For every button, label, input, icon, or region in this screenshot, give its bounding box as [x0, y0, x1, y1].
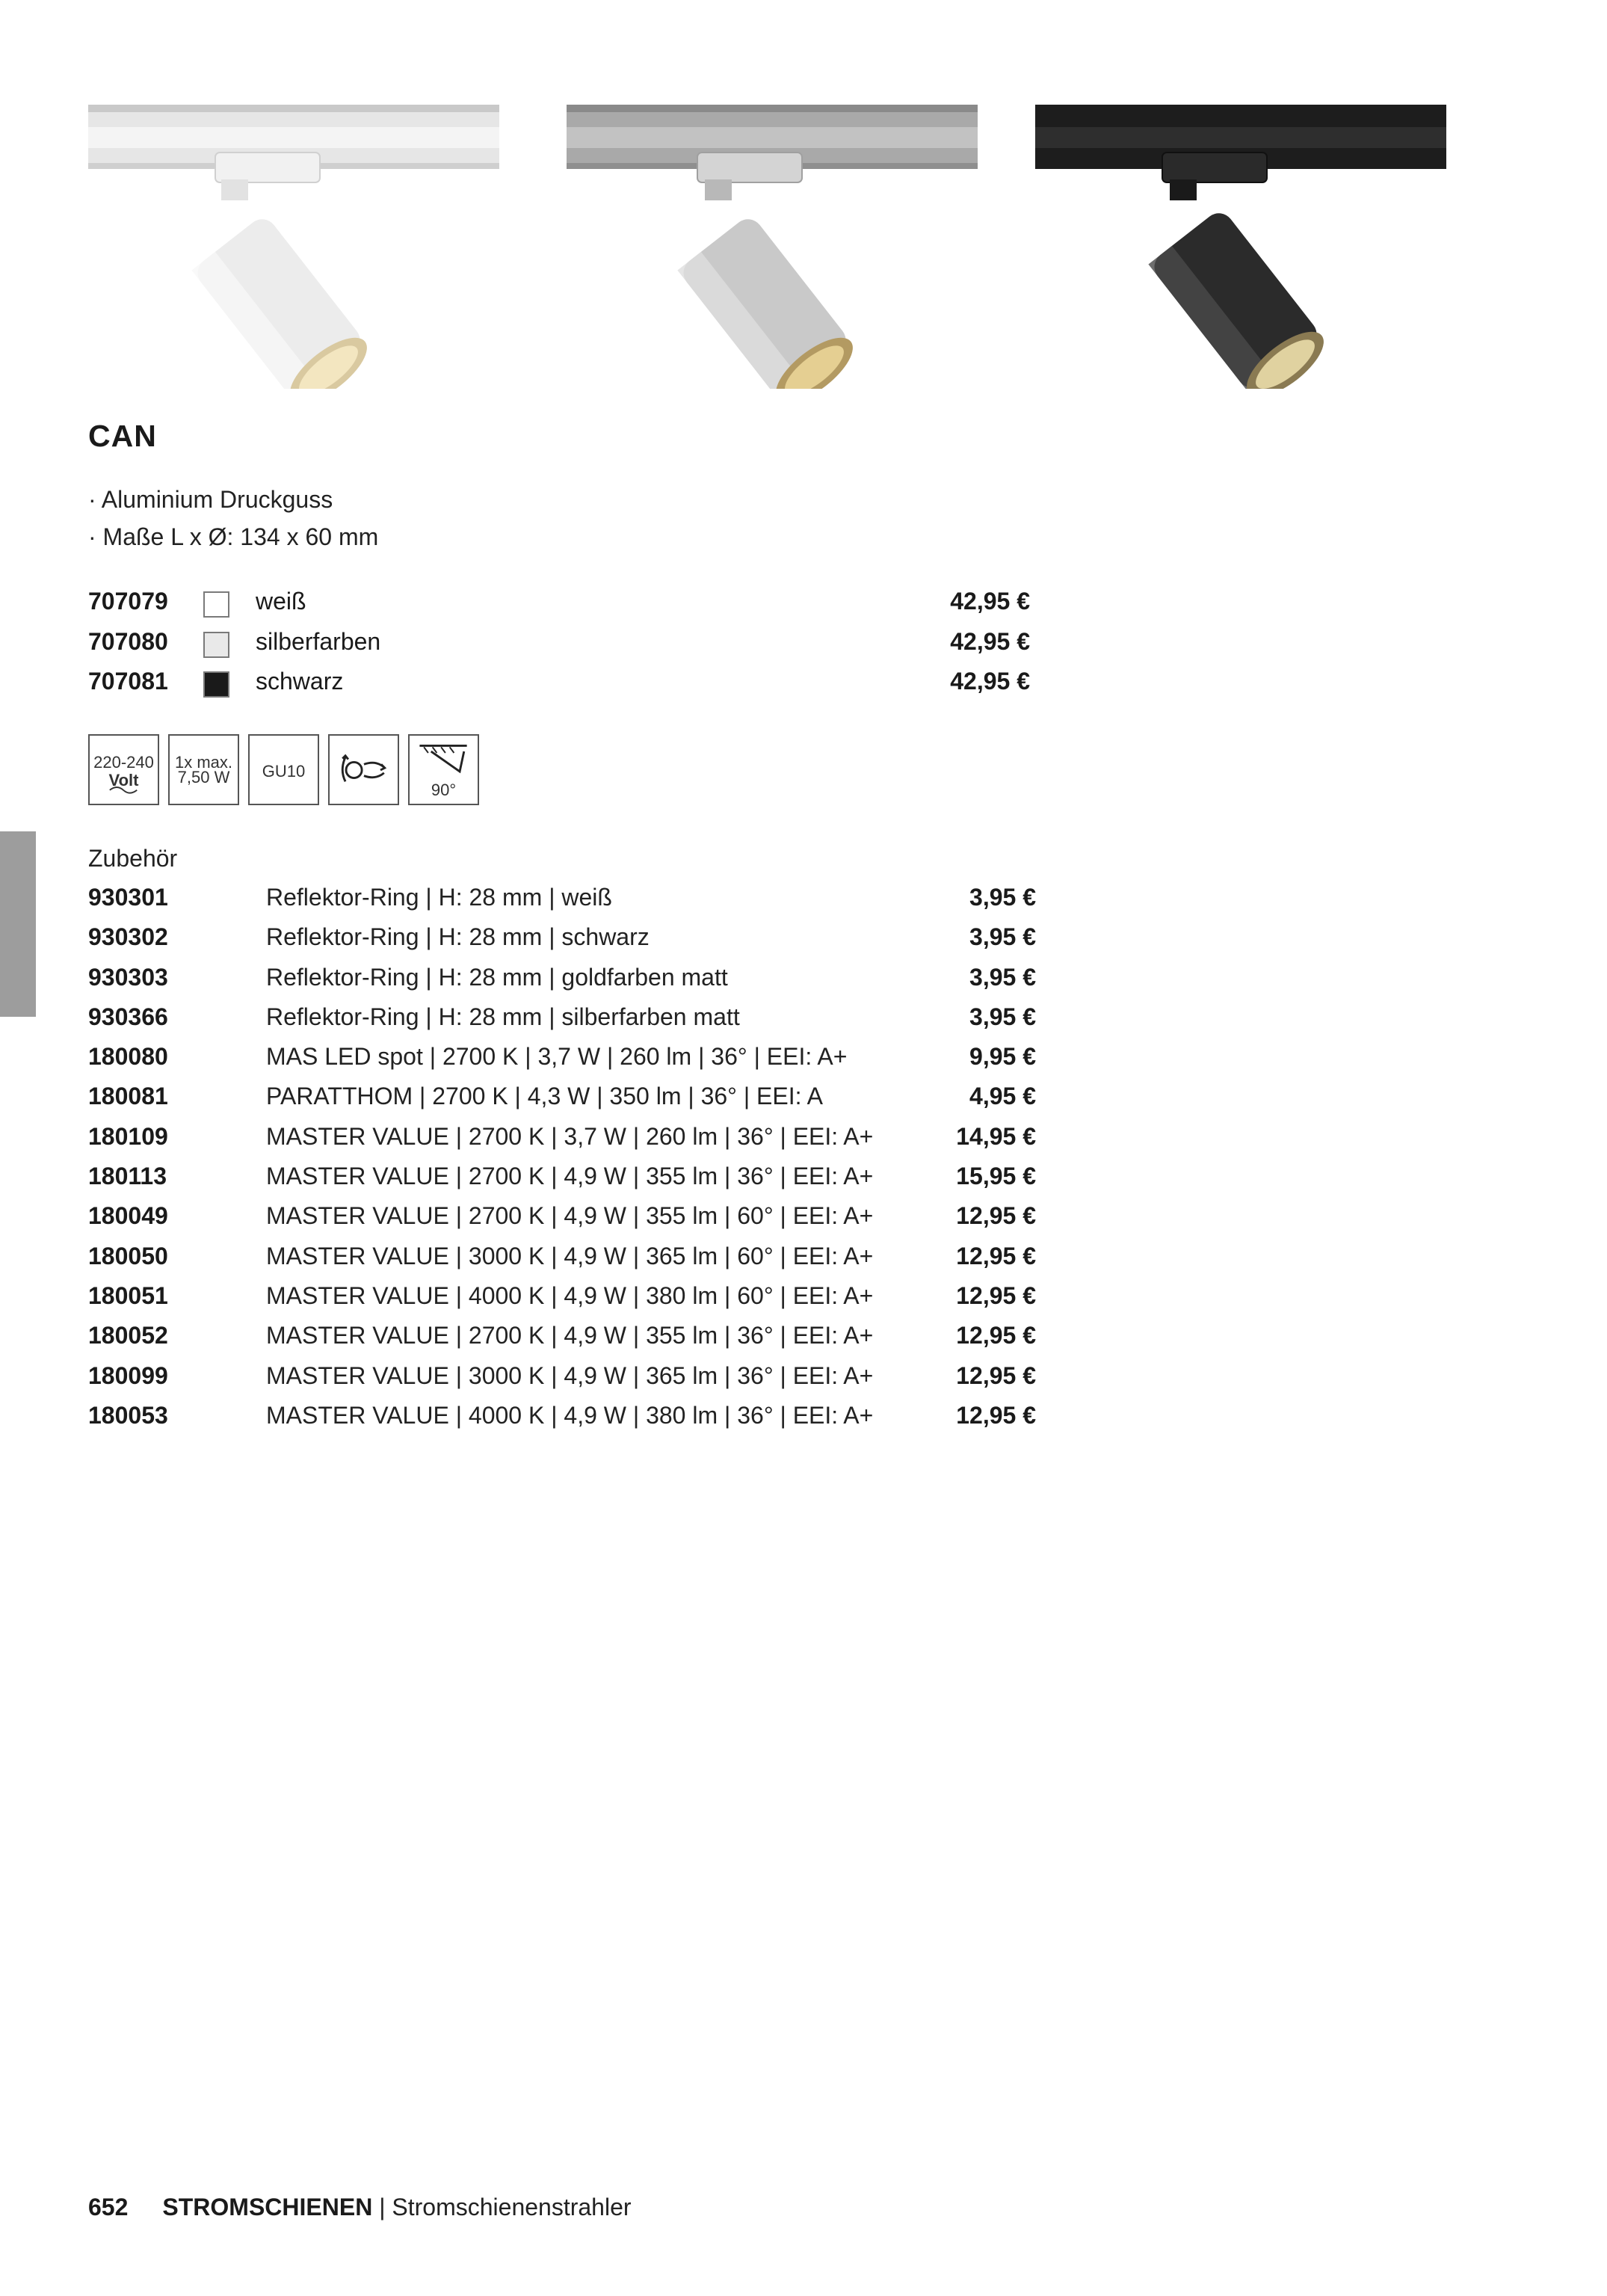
accessory-description: Reflektor-Ring | H: 28 mm | weiß [266, 884, 612, 911]
accessory-price: 12,95 € [956, 1202, 1036, 1230]
product-image-white [88, 105, 499, 389]
accessory-description: MASTER VALUE | 2700 K | 4,9 W | 355 lm | 36° | EEI: A+ [266, 1163, 874, 1190]
variant-row [88, 622, 1030, 662]
footer-separator: | [372, 2194, 392, 2220]
variant-article-number: 707079 [88, 588, 168, 615]
variant-color-name: silberfarben [256, 627, 381, 655]
accessory-article-number: 930366 [88, 1003, 168, 1030]
track-spotlight-silver-image [567, 105, 978, 389]
accessory-description: PARATTHOM | 2700 K | 4,3 W | 350 lm | 36° | EEI: A [266, 1083, 823, 1110]
voltage-wave-icon [90, 736, 158, 804]
accessory-description: Reflektor-Ring | H: 28 mm | silberfarben matt [266, 1003, 740, 1030]
voltage-unit: Volt [108, 771, 139, 790]
variant-article-number: 707081 [88, 668, 168, 695]
color-swatch [203, 591, 229, 618]
accessory-article-number: 180049 [88, 1202, 168, 1230]
accessory-row [88, 1077, 1036, 1116]
footer-section: STROMSCHIENEN [162, 2194, 373, 2220]
accessory-article-number: 180050 [88, 1242, 168, 1269]
accessory-row [88, 958, 1036, 997]
track-spotlight-white-image [88, 105, 499, 389]
voltage-range: 220-240 [93, 753, 154, 772]
product-image-silver [567, 105, 978, 389]
accessory-row [88, 1037, 1036, 1077]
feature-material: · Aluminium Druckguss [88, 486, 333, 513]
socket-type: GU10 [262, 762, 306, 781]
product-title: CAN [88, 419, 157, 453]
page-footer [88, 2194, 632, 2221]
accessory-price: 12,95 € [956, 1361, 1036, 1389]
accessory-description: MAS LED spot | 2700 K | 3,7 W | 260 lm | 36° | EEI: A+ [266, 1043, 848, 1071]
accessory-price: 3,95 € [969, 923, 1036, 951]
accessory-price: 14,95 € [956, 1122, 1036, 1150]
accessory-row [88, 997, 1036, 1037]
footer-subsection: Stromschienenstrahler [392, 2194, 632, 2220]
color-swatch [203, 671, 229, 698]
tilt-angle-value: 90° [431, 781, 457, 799]
voltage-icon [88, 734, 159, 805]
accessory-description: MASTER VALUE | 4000 K | 4,9 W | 380 lm | 60° | EEI: A+ [266, 1281, 874, 1309]
variant-price: 42,95 € [950, 668, 1030, 695]
color-swatch [203, 632, 229, 658]
accessory-article-number: 180080 [88, 1043, 168, 1071]
accessory-article-number: 930301 [88, 884, 168, 911]
accessory-price: 12,95 € [956, 1242, 1036, 1269]
variant-color-name: schwarz [256, 668, 344, 695]
spec-icons [88, 734, 479, 805]
tilt-angle-icon [408, 734, 479, 805]
rotate-swivel-icon [328, 734, 399, 805]
accessory-row [88, 1196, 1036, 1236]
accessory-description: MASTER VALUE | 3000 K | 4,9 W | 365 lm | 60° | EEI: A+ [266, 1242, 874, 1269]
accessory-article-number: 180052 [88, 1322, 168, 1349]
accessory-price: 4,95 € [969, 1083, 1036, 1110]
track-spotlight-black-image [1035, 105, 1446, 389]
accessory-price: 15,95 € [956, 1163, 1036, 1190]
accessory-article-number: 930302 [88, 923, 168, 951]
feature-dimensions: · Maße L x Ø: 134 x 60 mm [88, 523, 379, 550]
accessory-article-number: 180053 [88, 1401, 168, 1429]
product-image-black [1035, 105, 1446, 389]
accessory-price: 12,95 € [956, 1322, 1036, 1349]
accessory-row [88, 878, 1036, 917]
accessories-heading: Zubehör [88, 845, 178, 872]
variant-row [88, 582, 1030, 622]
accessory-description: MASTER VALUE | 2700 K | 4,9 W | 355 lm | 60° | EEI: A+ [266, 1202, 874, 1230]
accessories-table [88, 878, 1036, 1435]
accessory-article-number: 180081 [88, 1083, 168, 1110]
variant-price: 42,95 € [950, 588, 1030, 615]
variant-color-name: weiß [256, 588, 306, 615]
variant-list [88, 582, 1030, 702]
page-number: 652 [88, 2194, 129, 2220]
accessory-price: 9,95 € [969, 1043, 1036, 1071]
accessory-row [88, 1396, 1036, 1435]
accessory-article-number: 180051 [88, 1281, 168, 1309]
accessory-price: 3,95 € [969, 884, 1036, 911]
accessory-row [88, 1356, 1036, 1396]
accessory-description: MASTER VALUE | 2700 K | 4,9 W | 355 lm | 36° | EEI: A+ [266, 1322, 874, 1349]
accessory-article-number: 180109 [88, 1122, 168, 1150]
socket-icon [248, 734, 319, 805]
accessory-article-number: 180099 [88, 1361, 168, 1389]
accessory-price: 12,95 € [956, 1281, 1036, 1309]
variant-row [88, 662, 1030, 702]
accessory-price: 12,95 € [956, 1401, 1036, 1429]
accessory-description: MASTER VALUE | 2700 K | 3,7 W | 260 lm | 36° | EEI: A+ [266, 1122, 874, 1150]
power-count: 1x max. [174, 753, 233, 772]
accessory-price: 3,95 € [969, 963, 1036, 991]
variant-article-number: 707080 [88, 627, 168, 655]
power-icon [168, 734, 239, 805]
feature-list [88, 481, 378, 555]
accessory-row [88, 1117, 1036, 1157]
accessory-row [88, 1157, 1036, 1196]
accessory-article-number: 180113 [88, 1163, 167, 1190]
accessory-description: Reflektor-Ring | H: 28 mm | goldfarben matt [266, 963, 728, 991]
accessory-description: Reflektor-Ring | H: 28 mm | schwarz [266, 923, 650, 951]
accessory-row [88, 917, 1036, 957]
accessory-description: MASTER VALUE | 3000 K | 4,9 W | 365 lm | 36° | EEI: A+ [266, 1361, 874, 1389]
power-watt: 7,50 W [177, 768, 230, 787]
accessory-row [88, 1276, 1036, 1316]
accessory-row [88, 1316, 1036, 1355]
variant-price: 42,95 € [950, 627, 1030, 655]
accessory-row [88, 1237, 1036, 1276]
accessory-description: MASTER VALUE | 4000 K | 4,9 W | 380 lm | 36° | EEI: A+ [266, 1401, 874, 1429]
accessory-price: 3,95 € [969, 1003, 1036, 1030]
chapter-side-tab [0, 831, 36, 1017]
accessory-article-number: 930303 [88, 963, 168, 991]
